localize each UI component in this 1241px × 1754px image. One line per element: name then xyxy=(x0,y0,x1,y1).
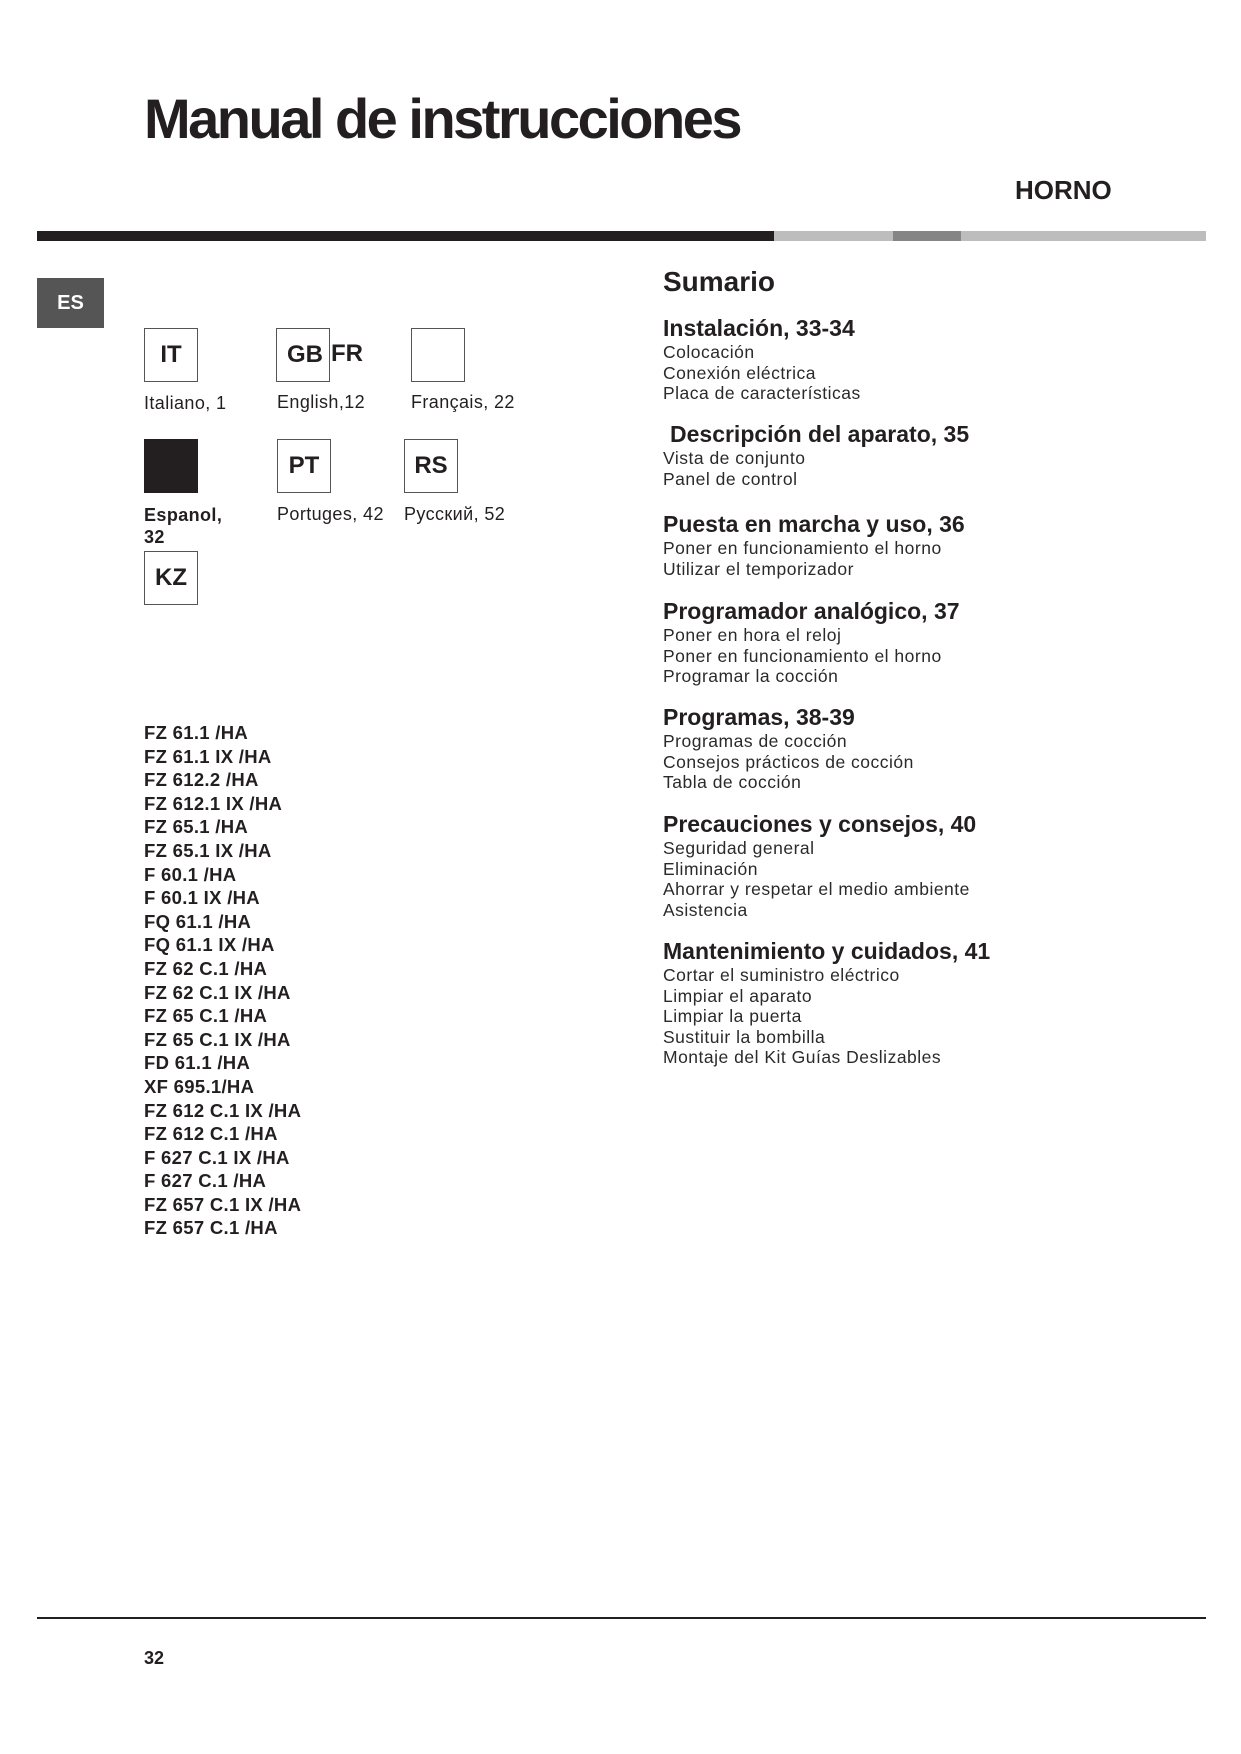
toc-item: Poner en funcionamiento el horno xyxy=(663,538,942,558)
toc-item: Poner en funcionamiento el horno xyxy=(663,645,942,666)
toc-section-title: Descripción del aparato, 35 xyxy=(670,421,970,447)
toc-section-title: Puesta en marcha y uso, 36 xyxy=(663,511,965,537)
toc-item: Asistencia xyxy=(663,899,748,920)
toc-section-programas xyxy=(663,703,914,793)
toc-section-programador xyxy=(663,597,960,687)
model-item: XF 695.1/HA xyxy=(144,1075,255,1097)
model-item: FZ 65.1 IX /HA xyxy=(144,839,272,861)
model-item: F 627 C.1 /HA xyxy=(144,1170,267,1192)
toc-item: Tabla de cocción xyxy=(663,772,802,792)
model-item: FZ 61.1 /HA xyxy=(144,722,249,743)
page-title: Manual de instrucciones xyxy=(144,87,740,150)
language-box-fr xyxy=(411,328,465,382)
toc-item: Eliminación xyxy=(663,858,758,879)
toc-item: Colocación xyxy=(663,342,755,362)
toc-item: Sustituir la bombilla xyxy=(663,1026,826,1047)
toc-section-puesta-en-marcha xyxy=(663,510,965,579)
language-code-fr: FR xyxy=(331,340,363,367)
language-label-rs: Русский, 52 xyxy=(404,504,506,524)
model-item: F 60.1 IX /HA xyxy=(144,887,260,909)
toc-item: Programar la cocción xyxy=(663,666,839,686)
toc-section-title: Mantenimiento y cuidados, 41 xyxy=(663,938,991,964)
toc-section-title: Instalación, 33-34 xyxy=(663,315,855,341)
product-category: HORNO xyxy=(1015,175,1112,205)
model-item: FZ 612 C.1 /HA xyxy=(144,1123,278,1145)
header-bar-light xyxy=(774,231,1206,241)
model-item: FZ 62 C.1 /HA xyxy=(144,957,268,979)
model-item: FZ 65.1 /HA xyxy=(144,816,249,838)
toc-section-title: Precauciones y consejos, 40 xyxy=(663,811,977,837)
model-item: FZ 612 C.1 IX /HA xyxy=(144,1099,302,1121)
language-tab: ES xyxy=(37,278,104,328)
language-label-pt: Portuges, 42 xyxy=(277,504,384,524)
model-item: F 60.1 /HA xyxy=(144,863,237,885)
toc-item: Programas de cocción xyxy=(663,731,848,751)
toc-item: Vista de conjunto xyxy=(663,448,806,468)
toc-section-title: Programador analógico, 37 xyxy=(663,598,960,624)
model-item: FZ 65 C.1 /HA xyxy=(144,1005,268,1027)
toc-item: Limpiar la puerta xyxy=(663,1006,802,1026)
language-box-rs: RS xyxy=(404,439,458,493)
toc-section-mantenimiento xyxy=(663,937,990,1068)
model-item: FZ 612.1 IX /HA xyxy=(144,792,283,814)
toc-title: Sumario xyxy=(663,266,776,297)
footer-rule xyxy=(37,1617,1206,1619)
toc-section-title: Programas, 38-39 xyxy=(663,704,855,730)
toc-item: Poner en hora el reloj xyxy=(663,625,842,645)
model-item: FQ 61.1 /HA xyxy=(144,910,252,932)
language-label-es: Espanol, 32 xyxy=(144,505,223,547)
language-label-fr: Français, 22 xyxy=(411,392,515,412)
language-box-it: IT xyxy=(144,328,198,382)
toc-item: Conexión eléctrica xyxy=(663,362,816,383)
model-item: FZ 62 C.1 IX /HA xyxy=(144,981,291,1003)
model-item: FZ 657 C.1 /HA xyxy=(144,1217,278,1239)
toc-section-descripcion xyxy=(663,420,970,489)
model-item: FZ 65 C.1 IX /HA xyxy=(144,1028,291,1050)
header-bar-accent xyxy=(893,231,961,241)
language-box-pt: PT xyxy=(277,439,331,493)
model-list xyxy=(144,721,301,1240)
toc-item: Ahorrar y respetar el medio ambiente xyxy=(663,879,970,899)
model-item: FZ 657 C.1 IX /HA xyxy=(144,1193,302,1215)
toc-item: Utilizar el temporizador xyxy=(663,558,854,579)
model-item: FZ 61.1 IX /HA xyxy=(144,745,272,767)
model-item: FD 61.1 /HA xyxy=(144,1052,251,1074)
toc-section-precauciones xyxy=(663,810,976,920)
toc-item: Placa de características xyxy=(663,383,861,403)
model-item: F 627 C.1 IX /HA xyxy=(144,1146,290,1168)
language-label-gb: English,12 xyxy=(277,392,366,412)
toc-item: Panel de control xyxy=(663,468,798,489)
language-box-es xyxy=(144,439,198,493)
toc-item: Limpiar el aparato xyxy=(663,985,813,1006)
toc-item: Seguridad general xyxy=(663,838,815,858)
language-box-gb: GB xyxy=(276,328,330,382)
model-item: FZ 612.2 /HA xyxy=(144,769,259,791)
page-number: 32 xyxy=(144,1648,165,1668)
header-bar-dark xyxy=(37,231,774,241)
toc-item: Montaje del Kit Guías Deslizables xyxy=(663,1047,942,1067)
language-box-kz: KZ xyxy=(144,551,198,605)
toc-item: Cortar el suministro eléctrico xyxy=(663,965,900,985)
toc-item: Consejos prácticos de cocción xyxy=(663,751,914,772)
language-label-it: Italiano, 1 xyxy=(144,393,227,413)
toc-section-instalacion xyxy=(663,314,861,404)
model-item: FQ 61.1 IX /HA xyxy=(144,934,275,956)
